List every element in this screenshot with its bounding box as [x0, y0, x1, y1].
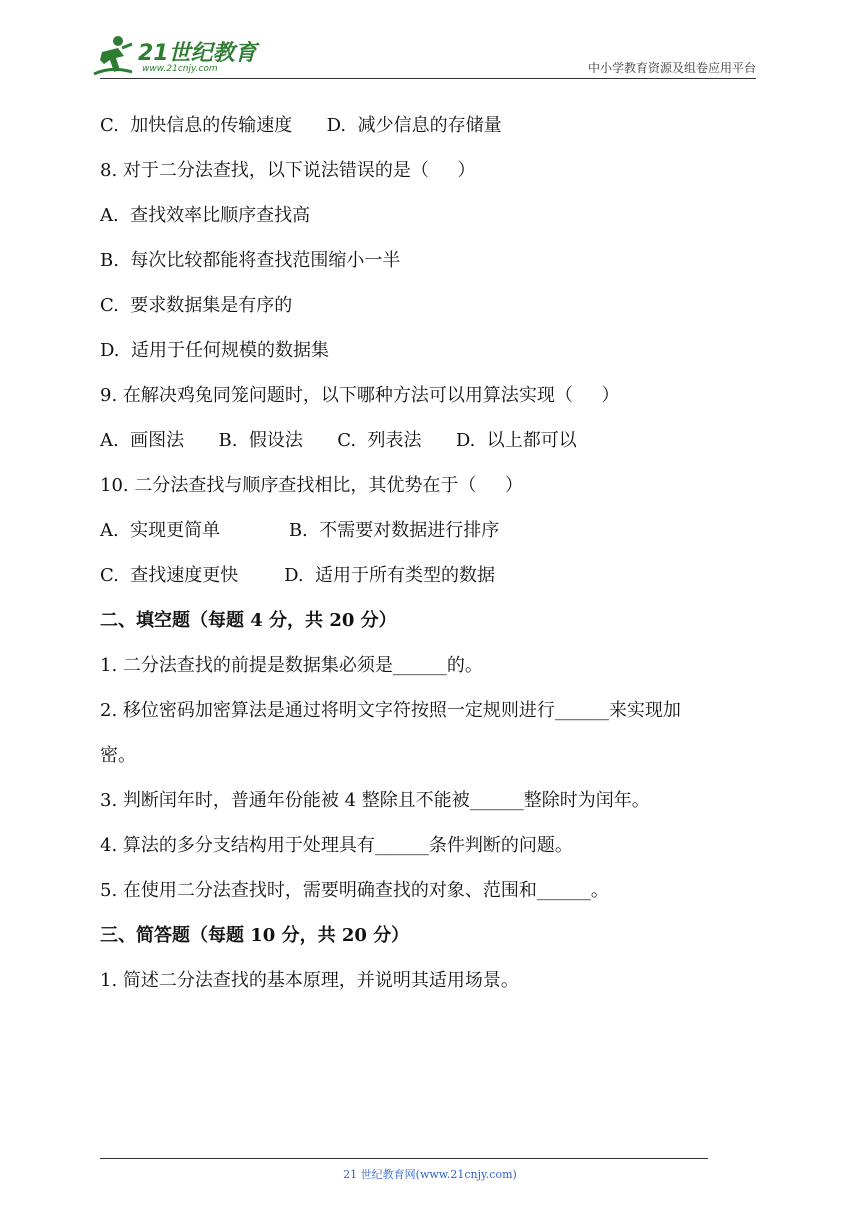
short-answer-question-1: 1. 简述二分法查找的基本原理，并说明其适用场景。 — [100, 970, 519, 991]
section-heading-short-answer: 三、简答题（每题 10 分，共 20 分） — [100, 925, 410, 946]
fill-question-5: 5. 在使用二分法查找时，需要明确查找的对象、范围和______。 — [100, 880, 609, 901]
logo-url: www.21cnjy.com — [142, 64, 218, 74]
option-line: C. 查找速度更快 D. 适用于所有类型的数据 — [100, 565, 496, 586]
fill-question-1: 1. 二分法查找的前提是数据集必须是______的。 — [100, 655, 483, 676]
option-line: B. 每次比较都能将查找范围缩小一半 — [100, 250, 401, 271]
footer-divider — [100, 1158, 708, 1159]
fill-question-2: 2. 移位密码加密算法是通过将明文字符按照一定规则进行______来实现加 — [100, 700, 681, 721]
fill-question-2-cont: 密。 — [100, 745, 136, 766]
site-logo — [92, 34, 262, 78]
fill-question-4: 4. 算法的多分支结构用于处理具有______条件判断的问题。 — [100, 835, 573, 856]
footer-link[interactable]: 21 世纪教育网(www.21cnjy.com) — [343, 1168, 517, 1181]
option-line: C. 要求数据集是有序的 — [100, 295, 293, 316]
header-divider — [100, 78, 756, 79]
logo-text: 21世纪教育 — [138, 41, 257, 66]
platform-name: 中小学教育资源及组卷应用平台 — [587, 61, 756, 75]
option-line: A. 查找效率比顺序查找高 — [100, 205, 311, 226]
exam-content — [100, 103, 765, 1003]
option-line: A. 实现更简单 B. 不需要对数据进行排序 — [100, 520, 500, 541]
question-9: 9. 在解决鸡兔同笼问题时，以下哪种方法可以用算法实现（ ） — [100, 385, 620, 406]
fill-question-3: 3. 判断闰年时，普通年份能被 4 整除且不能被______整除时为闰年。 — [100, 790, 650, 811]
section-heading-fill-blank: 二、填空题（每题 4 分，共 20 分） — [100, 610, 397, 631]
question-10: 10. 二分法查找与顺序查找相比，其优势在于（ ） — [100, 475, 523, 496]
runner-icon — [92, 34, 136, 78]
option-line: C. 加快信息的传输速度 D. 减少信息的存储量 — [100, 115, 502, 136]
option-line: D. 适用于任何规模的数据集 — [100, 340, 329, 361]
option-line: A. 画图法 B. 假设法 C. 列表法 D. 以上都可以 — [100, 430, 577, 451]
question-8: 8. 对于二分法查找，以下说法错误的是（ ） — [100, 160, 476, 181]
